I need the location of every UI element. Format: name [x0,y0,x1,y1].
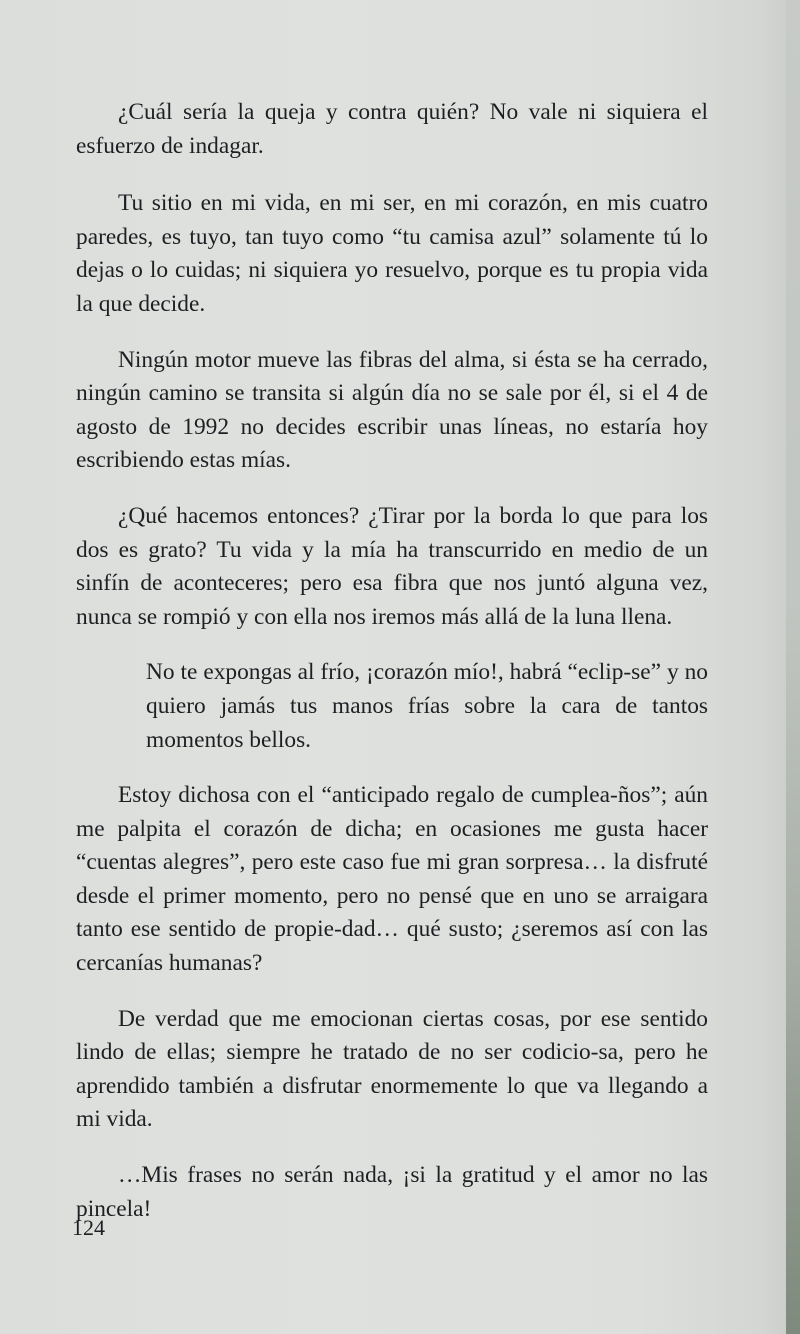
page-edge-shadow [786,0,800,1334]
block-quote: No te expongas al frío, ¡corazón mío!, habrá “eclip-se” y no quiero jamás tus manos frías sobre la cara de tantos momentos bellos. [146,659,708,753]
page-number: 124 [72,1215,105,1240]
paragraph-7: …Mis frases no serán nada, ¡si la gratitud y el amor no las pincela! [76,1162,708,1222]
paragraph-5: Estoy dichosa con el “anticipado regalo de cumplea-ños”; aún me palpita el corazón de dicha; en ocasiones me gusta hacer “cuentas alegres”, pero este caso fue mi gran sorpresa… la disfruté desde el primer momento, pero no pensé que en uno se arraigara tanto ese sentido de propie-dad… qué susto; ¿seremos así con las cercanías humanas? [76,782,708,977]
paragraph-2: Tu sitio en mi vida, en mi ser, en mi corazón, en mis cuatro paredes, es tuyo, tan tuyo como “tu camisa azul” solamente tú lo dejas o lo cuidas; ni siquiera yo resuelvo, porque es tu propia vida la que decide. [76,190,708,317]
paragraph-4: ¿Qué hacemos entonces? ¿Tirar por la borda lo que para los dos es grato? Tu vida y la mía ha transcurrido en medio de un sinfín de aconteceres; pero esa fibra que nos juntó alguna vez, nunca se rompió y con ella nos iremos más allá de la luna llena. [76,502,708,630]
page-body [76,96,708,1226]
paragraph-1: ¿Cuál sería la queja y contra quién? No vale ni siquiera el esfuerzo de indagar. [76,99,708,159]
paragraph-3: Ningún motor mueve las fibras del alma, si ésta se ha cerrado, ningún camino se transita si algún día no se sale por él, si el 4 de agosto de 1992 no decides escribir unas líneas, no estaría hoy escribiendo estas mías. [76,346,708,474]
paragraph-6: De verdad que me emocionan ciertas cosas, por ese sentido lindo de ellas; siempre he tratado de no ser codicio-sa, pero he aprendido también a disfrutar enormemente lo que va llegando a mi vida. [76,1005,708,1133]
